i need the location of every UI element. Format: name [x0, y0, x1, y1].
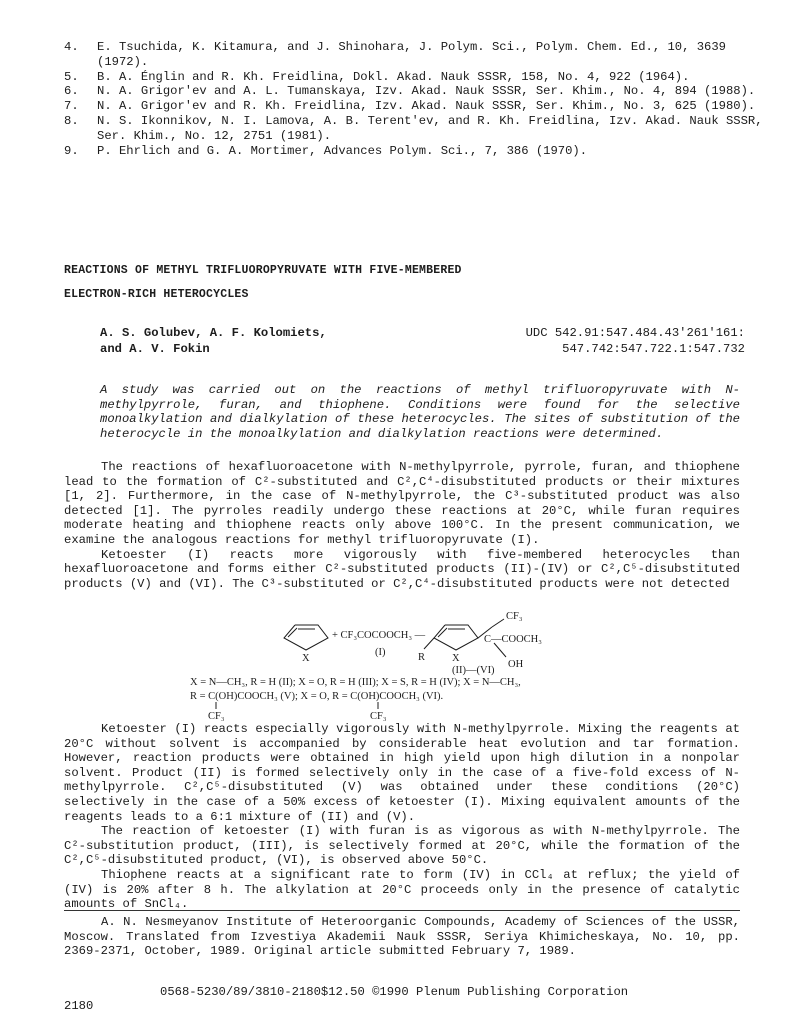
author-list: A. S. Golubev, A. F. Kolomiets, and A. V. Fokin: [100, 326, 327, 356]
reactant-ring: [284, 625, 328, 650]
scheme-legend-line1: X = N—CH₃, R = H (II); X = O, R = H (III); X = S, R = H (IV); X = N—CH₃,: [190, 677, 521, 688]
reference-item: 5. B. A. Énglin and R. Kh. Freidlina, Dokl. Akad. Nauk SSSR, 158, No. 4, 922 (1964).: [64, 69, 690, 84]
reaction-scheme: [190, 605, 690, 725]
paragraph: Thiophene reacts at a significant rate to form (IV) in CCl₄ at reflux; the yield of (IV) is 20% after 8 h. The alkylation at 20°C proceeds only in the presence of catalytic amounts of SnCl₄.: [64, 867, 740, 912]
scheme-legend-cf3: CF₃: [208, 711, 225, 722]
paragraph: Ketoester (I) reacts especially vigorously with N-methylpyrrole. Mixing the reagents at 20°C without solvent is accompanied by considerable heat evolution and tar formation. However, reaction products were obtained in high yield upon high dilution in a nonpolar solvent. Product (II) is formed selectively only in the case of a five-fold excess of N-methylpyrrole. C²,C⁵-disubstituted (V) was obtained under these conditions (20°C) selectively in the case of a 50% excess of ketoester (I). Mixing equivalent amounts of the reagents leads to a 6:1 mixture of (II) and (V).: [64, 722, 740, 824]
paragraph: The reaction of ketoester (I) with furan is as vigorous as with N-methylpyrrole. The C²-substitution product, (III), is selectively formed at 20°C, while the formation of the C²,C⁵-disubstituted product, (VI), is observed above 50°C.: [64, 824, 740, 868]
scheme-legend-cf3: CF₃: [370, 711, 387, 722]
article-title: REACTIONS OF METHYL TRIFLUOROPYRUVATE WITH FIVE-MEMBERED ELECTRON-RICH HETEROCYCLES: [64, 264, 462, 301]
reference-item: 9. P. Ehrlich and G. A. Mortimer, Advances Polym. Sci., 7, 386 (1970).: [64, 143, 588, 158]
page-number: 2180: [64, 999, 94, 1013]
paragraph: Ketoester (I) reacts more vigorously with five-membered heterocycles than hexafluoroacetone and forms either C²-substituted products (II)-(IV) or C²,C⁵-disubstituted products (V) and (VI). The C³-substituted or C²,C⁴-disubstituted products were not detected: [64, 547, 740, 591]
reference-item: 7. N. A. Grigor'ev and R. Kh. Freidlina, Izv. Akad. Nauk SSSR, Ser. Khim., No. 3, 625 (1980).: [64, 99, 756, 114]
reagent-label: (I): [375, 647, 386, 658]
product-substituent: R: [418, 652, 426, 663]
udc-code: UDC 542.91:547.484.43'261'161: 547.742:547.722.1:547.732: [525, 326, 745, 356]
body-text-upper: [64, 460, 740, 591]
scheme-legend-line2: R = C(OH)COOCH₃ (V); X = O, R = C(OH)COOCH₃ (VI).: [190, 691, 444, 702]
body-text-lower: [64, 722, 740, 912]
paragraph: The reactions of hexafluoroacetone with N-methylpyrrole, pyrrole, furan, and thiophene lead to the formation of C²-substituted and C²,C⁴-disubstituted products or their mixtures [1, 2]. Furthermore, in the case of N-methylpyrrole, the C³-substituted product was also detected [1]. The pyrroles readily undergo these reactions at 20°C, while furan requires moderate heating and thiophene reacts only above 100°C. In the present communication, we examine the analogous reactions for methyl trifluoropyruvate (I).: [64, 460, 740, 547]
product-heteroatom: X: [452, 653, 460, 664]
copyright-line: 0568-5230/89/3810-2180$12.50 ©1990 Plenum Publishing Corporation: [160, 985, 629, 999]
product-label: (II)—(VI): [452, 665, 495, 676]
footnote: A. N. Nesmeyanov Institute of Heteroorganic Compounds, Academy of Sciences of the USSR, Moscow. Translated from Izvestiya Akademii Nauk SSSR, Seriya Khimicheskaya, No. 10, pp. 2369-2371, October, 1989. Original article submitted February 7, 1989.: [64, 915, 740, 959]
reaction-scheme-drawing: [190, 605, 690, 725]
reference-item: 4. E. Tsuchida, K. Kitamura, and J. Shinohara, J. Polym. Sci., Polym. Chem. Ed., 10, 3639 (1972).: [64, 40, 726, 69]
page-footer: [64, 985, 740, 1015]
footnote-divider: [64, 910, 740, 911]
product-ester: C—COOCH₃: [484, 634, 542, 645]
reference-list: [64, 40, 764, 158]
reagent-formula: + CF₃COCOOCH₃ —: [332, 630, 426, 641]
abstract: A study was carried out on the reactions of methyl trifluoropyruvate with N-methylpyrrole, furan, and thiophene. Conditions were found for the selective monoalkylation and dialkylation of these heterocycles. The sites of substitution of the heterocycle in the monoalkylation and dialkylation reactions were determined.: [100, 383, 740, 441]
product-cf3: CF₃: [506, 611, 523, 622]
product-oh: OH: [508, 659, 524, 670]
reactant-heteroatom: X: [302, 653, 310, 664]
reference-item: 8. N. S. Ikonnikov, N. I. Lamova, A. B. Terent'ev, and R. Kh. Freidlina, Izv. Akad. Nauk SSSR, Ser. Khim., No. 12, 2751 (1981).: [64, 113, 763, 143]
reference-item: 6. N. A. Grigor'ev and A. L. Tumanskaya, Izv. Akad. Nauk SSSR, Ser. Khim., No. 4, 894 (1988).: [64, 84, 756, 99]
